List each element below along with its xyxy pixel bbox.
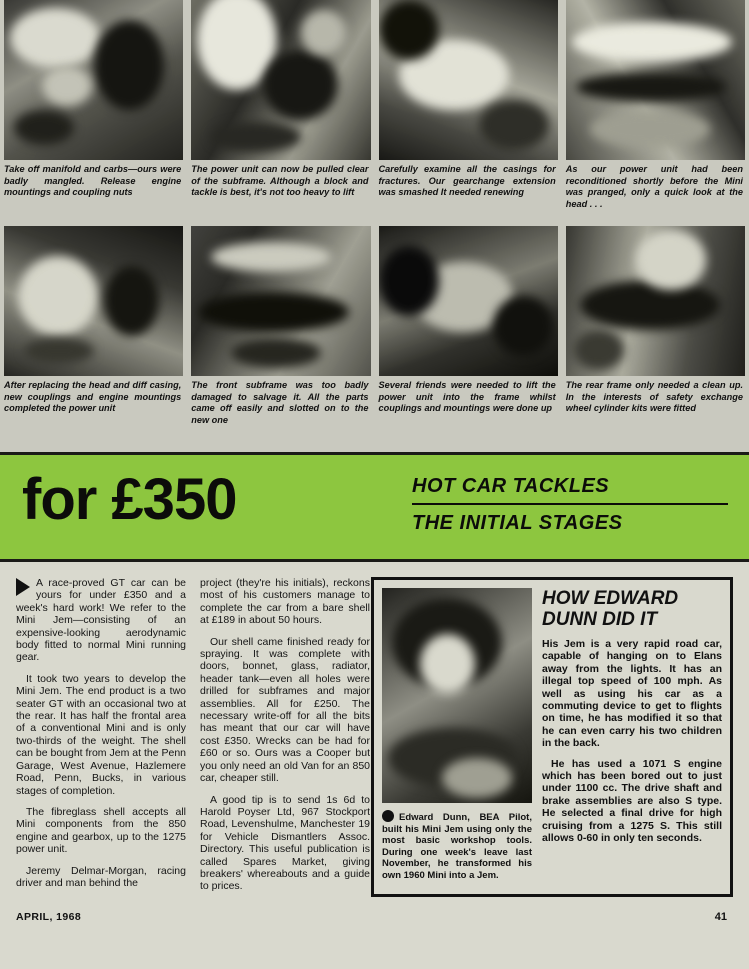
photo-caption: As our power unit had been reconditioned shortly before the Mini was pranged, only a quick look at the head . . . (565, 164, 743, 209)
article-body (0, 565, 749, 969)
photo-power-unit-pulled (191, 0, 370, 160)
sidebar-text-block (542, 588, 722, 886)
headline-banner (0, 452, 749, 562)
drop-arrow-icon (16, 578, 30, 596)
photo-grid (0, 0, 749, 452)
photo-cell (562, 0, 749, 226)
photo-cell (562, 226, 749, 452)
paragraph (16, 577, 186, 664)
photo-rear-frame (566, 226, 745, 376)
photo-caption: Several friends were needed to lift the power unit into the frame whilst couplings and mountings were done up (378, 380, 556, 413)
paragraph: The fibreglass shell accepts all Mini components from the 850 engine and gearbox, up to the 1275 power unit. (16, 805, 186, 856)
bullet-icon (382, 810, 394, 822)
sidebar-photo-caption-text: Edward Dunn, BEA Pilot, built his Mini Jem using only the most basic workshop tools. During one week's leave last November, he transformed his own 1960 Mini into a Jem. (382, 812, 532, 881)
photo-head-diff-replaced (4, 226, 183, 376)
sidebar-title: HOW EDWARD DUNN DID IT (542, 588, 679, 630)
photo-cell (375, 226, 562, 452)
kicker-line-2: THE INITIAL STAGES (412, 512, 623, 534)
issue-date: APRIL, 1968 (16, 911, 82, 923)
photo-caption: After replacing the head and diff casing, new couplings and engine mountings completed the power unit (4, 380, 182, 413)
photo-caption: Take off manifold and carbs—ours were badly mangled. Release engine mountings and coupling nuts (4, 164, 182, 197)
paragraph: Our shell came finished ready for spraying. It was complete with doors, bonnet, glass, radiator, header tank—even all holes were drilled for subframes and major assemblies. All for £250. The necessary write-off for all the bits has meant that our car will have cost £350. Wrecks can be had for £60 or so. Ours was a Cooper but you only need an old Van for an 850 car, cheaper still. (200, 635, 370, 785)
photo-manifold-removal (4, 0, 183, 160)
sidebar-paragraph: His Jem is a very rapid road car, capable of hanging on to Elans away from the lights. It has an illegal top speed of 100 mph. As well as using his car as a commuting device to get to flights on time, he has modified it so that he can even carry his two children in the back. (542, 638, 722, 750)
paragraph: A good tip is to send 1s 6d to Harold Poyser Ltd, 967 Stockport Road, Levenshulme, Manchester 19 for Vehicle Dismantlers Assoc. Directory. This useful publication is called Spares Market, giving breakers' whereabouts and a guide to prices. (200, 793, 370, 893)
paragraph: It took two years to develop the Mini Jem. The end product is a two seater GT with an occasional two at the rear. It has half the frontal area of a conventional Mini and is only two-thirds of the weight. The shell can be bought from Jem at the Penn Garage, West Avenue, Hazlemere Road, Penn, Bucks, in various stages of completion. (16, 672, 186, 797)
photo-edward-dunn (382, 588, 532, 803)
sidebar-photo-caption (382, 810, 532, 882)
sidebar-paragraph: He has used a 1071 S engine which has been bored out to just under 1100 cc. The drive shaft and brake assemblies are also S type. He selected a final drive for high cruising from a 1275 S. This still allows 0-60 in only ten seconds. (542, 757, 722, 845)
article-column-2 (200, 577, 370, 902)
kicker-divider (412, 503, 728, 505)
photo-caption: The front subframe was too badly damaged to salvage it. All the parts came off easily and slotted on to the new one (191, 380, 369, 425)
photo-examine-casings (379, 0, 558, 160)
sidebar-box (371, 577, 733, 897)
photo-caption: The rear frame only needed a clean up. In the interests of safety exchange wheel cylinder kits were fitted (565, 380, 743, 413)
photo-lifting-power-unit (379, 226, 558, 376)
photo-caption: Carefully examine all the casings for fractures. Our gearchange extension was smashed It needed renewing (378, 164, 556, 197)
photo-cell (375, 0, 562, 226)
paragraph: Jeremy Delmar-Morgan, racing driver and man behind the (16, 864, 186, 889)
photo-caption: The power unit can now be pulled clear of the subframe. Although a block and tackle is best, it's not too heavy to lift (191, 164, 369, 197)
photo-head-inspection (566, 0, 745, 160)
photo-front-subframe (191, 226, 370, 376)
headline-kicker (412, 473, 732, 536)
photo-cell (187, 0, 374, 226)
photo-cell (0, 226, 187, 452)
page-number: 41 (714, 911, 727, 923)
article-column-1 (16, 577, 186, 902)
paragraph: project (they're his initials), reckons most of his customers manage to complete the car from a bare shell at £189 in about 50 hours. (200, 577, 370, 627)
paragraph-text: A race-proved GT car can be yours for under £350 and a week's hard work! We refer to the Mini Jem—consisting of an expensive-looking aerodynamic body fitted to normal Mini running gear. (16, 577, 186, 664)
headline-text: for £350 (22, 467, 237, 532)
sidebar-photo-block (382, 588, 532, 886)
kicker-line-1: HOT CAR TACKLES (412, 475, 610, 497)
photo-cell (0, 0, 187, 226)
photo-cell (187, 226, 374, 452)
